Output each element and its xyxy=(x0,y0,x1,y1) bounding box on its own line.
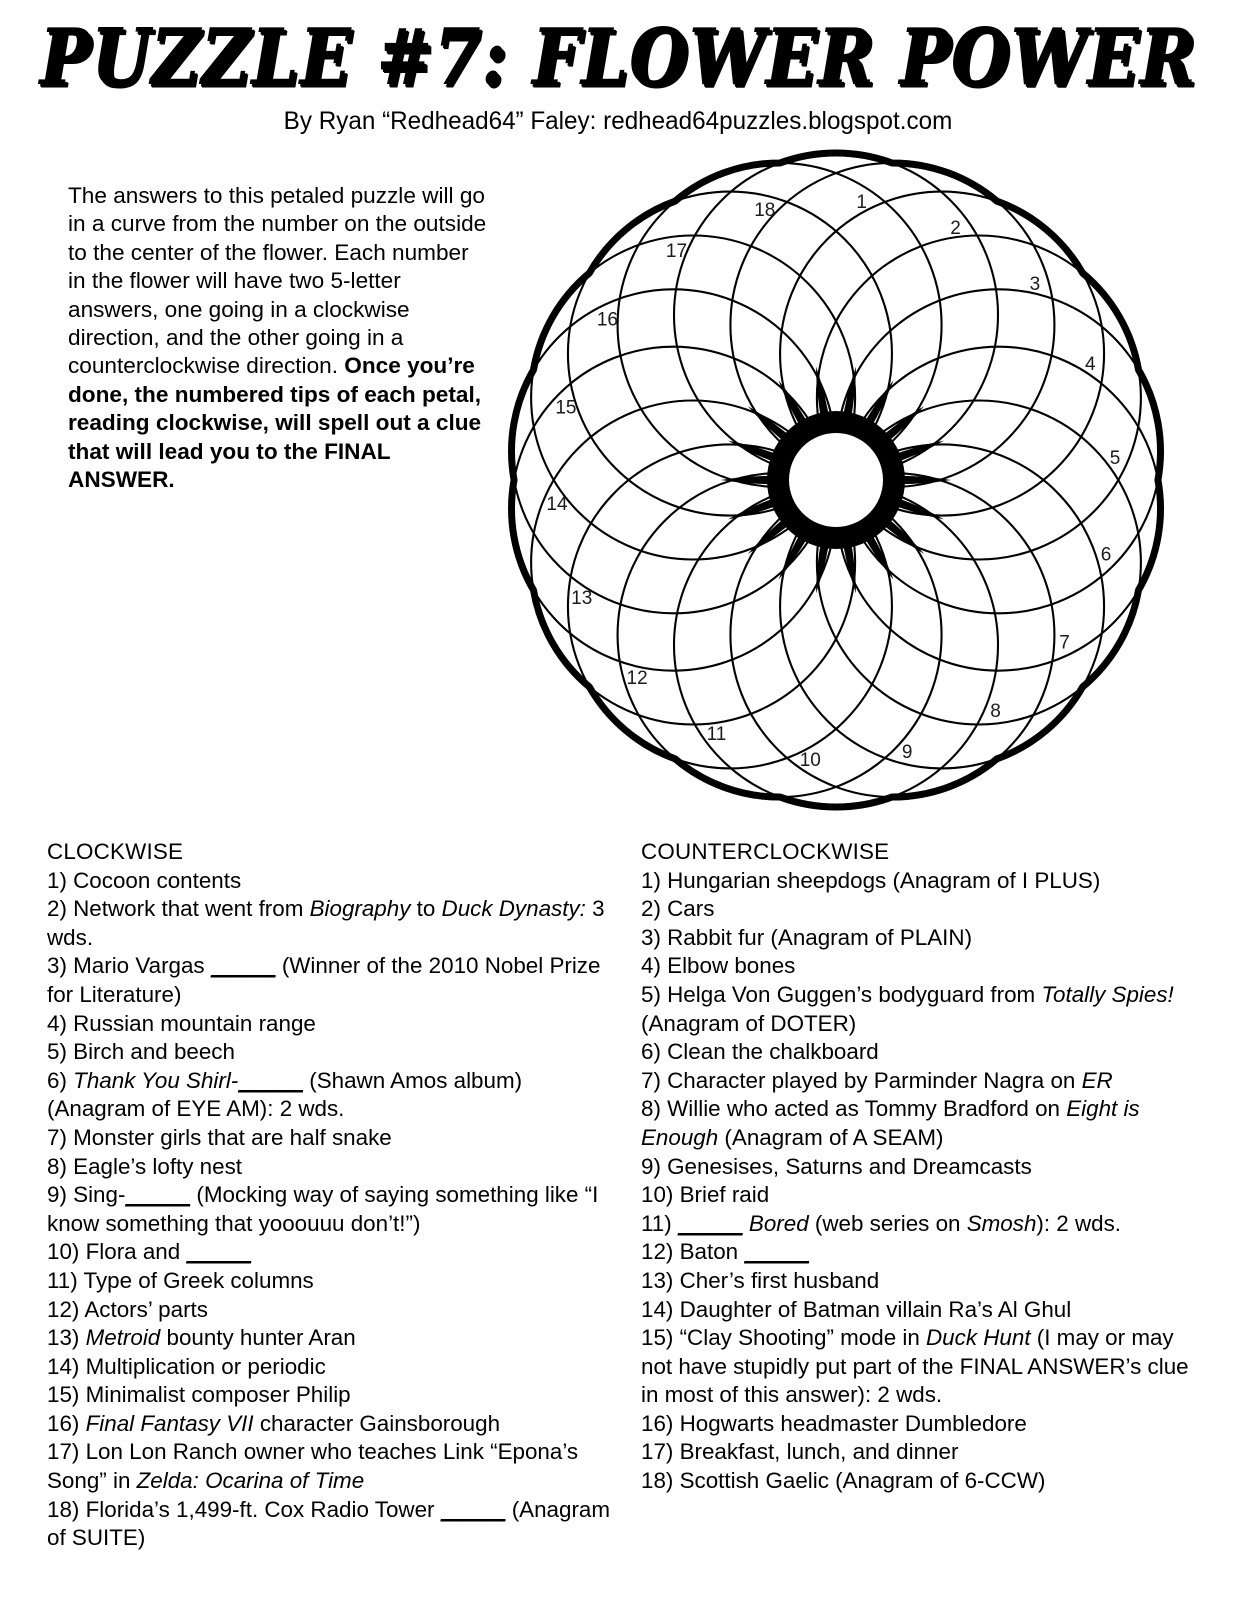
clue-number: 13) xyxy=(641,1267,680,1293)
clue-blank: _____ xyxy=(186,1239,252,1265)
clue-text: Florida’s 1,499-ft. Cox Radio Tower xyxy=(85,1496,441,1522)
clue-text: Biography xyxy=(309,896,411,922)
petal-number: 9 xyxy=(901,741,913,763)
clue-number: 2) xyxy=(47,896,74,922)
clue-text: Smosh xyxy=(966,1210,1037,1236)
clue-text: Thank You Shirl- xyxy=(73,1067,239,1093)
clue-number: 16) xyxy=(47,1410,86,1436)
clue-text: Monster girls that are half snake xyxy=(73,1124,392,1150)
clue-number: 9) xyxy=(641,1153,668,1179)
flower-grid-diagram xyxy=(490,140,1180,820)
clue-text: Scottish Gaelic (Anagram of 6-CCW) xyxy=(679,1468,1046,1494)
clue-number: 11) xyxy=(47,1267,84,1293)
clue-item xyxy=(641,924,1201,953)
petal-number: 11 xyxy=(706,724,727,746)
clue-item xyxy=(47,1124,617,1153)
clue-text: Type of Greek columns xyxy=(83,1267,314,1293)
clue-item xyxy=(641,1181,1201,1210)
clue-text: Helga Von Guggen’s bodyguard from xyxy=(667,981,1042,1007)
clue-text: (Anagram of SUITE) xyxy=(47,1496,610,1551)
clue-number: 18) xyxy=(47,1496,86,1522)
clue-item xyxy=(641,1410,1201,1439)
petal-number: 17 xyxy=(665,240,688,262)
clue-text: 3 wds. xyxy=(47,896,605,950)
clue-text: Russian mountain range xyxy=(73,1010,316,1036)
clue-text: Eagle’s lofty nest xyxy=(73,1153,242,1179)
clue-text: Final Fantasy VII xyxy=(85,1410,254,1436)
clue-text: Sing- xyxy=(73,1182,126,1208)
clue-item xyxy=(641,1153,1201,1182)
clue-blank: _____ xyxy=(744,1239,810,1265)
clue-item xyxy=(641,1296,1201,1325)
clue-item xyxy=(641,1324,1201,1410)
clue-item xyxy=(641,1067,1201,1096)
clue-item xyxy=(47,1010,617,1039)
instructions-emphasis-text: Once you’re done, the numbered tips of each petal, reading clockwise, will spell out a clue that will lead you to the FINAL ANSWER. xyxy=(68,353,482,493)
clue-number: 10) xyxy=(47,1239,86,1265)
clue-text: Minimalist composer Philip xyxy=(85,1382,351,1408)
clue-text: ER xyxy=(1081,1067,1113,1093)
clue-number: 6) xyxy=(47,1067,74,1093)
clue-text: Clean the chalkboard xyxy=(667,1039,879,1065)
clue-item xyxy=(47,1381,617,1410)
petal-number: 5 xyxy=(1109,447,1121,469)
clue-text: (Anagram of A SEAM) xyxy=(718,1124,944,1150)
petal-number: 12 xyxy=(626,668,648,690)
clue-text: Duck Hunt xyxy=(926,1325,1031,1351)
clue-text: Rabbit fur (Anagram of PLAIN) xyxy=(667,924,973,950)
clue-number: 9) xyxy=(47,1182,74,1208)
clue-text: character Gainsborough xyxy=(253,1410,501,1436)
page-header xyxy=(0,0,1236,136)
clue-item xyxy=(47,1067,617,1124)
clue-text: Cocoon contents xyxy=(73,867,242,893)
petal-number: 10 xyxy=(799,749,821,771)
clue-text: (web series on xyxy=(808,1210,967,1236)
counterclockwise-heading: COUNTERCLOCKWISE xyxy=(641,839,890,864)
clue-text: Willie who acted as Tommy Bradford on xyxy=(667,1096,1067,1122)
clue-text: bounty hunter Aran xyxy=(160,1325,356,1351)
clue-text: (I may or may not have stupidly put part of the FINAL ANSWER’s clue in most of this answer): 2 wds. xyxy=(641,1325,1189,1408)
counterclockwise-clue-column xyxy=(641,838,1201,1496)
petal-number: 6 xyxy=(1100,544,1112,566)
clue-number: 8) xyxy=(47,1153,74,1179)
clue-text: Network that went from xyxy=(73,896,310,922)
clue-text: Cars xyxy=(667,896,715,922)
clue-text: Daughter of Batman villain Ra’s Al Ghul xyxy=(679,1296,1072,1322)
clue-item xyxy=(47,1496,617,1553)
clue-item xyxy=(47,1438,617,1495)
petal-number: 4 xyxy=(1085,353,1096,375)
clue-item xyxy=(47,952,617,1009)
clue-item xyxy=(47,867,617,896)
petal-number: 7 xyxy=(1059,632,1070,654)
clockwise-heading: CLOCKWISE xyxy=(47,839,184,864)
clue-number: 4) xyxy=(641,953,668,979)
clue-text: Metroid xyxy=(85,1325,161,1351)
clue-text: Flora and xyxy=(85,1239,187,1265)
clue-item xyxy=(47,1238,617,1267)
petal-number: 18 xyxy=(754,200,776,222)
clue-blank: _____ xyxy=(677,1210,743,1236)
clue-text: (Winner of the 2010 Nobel Prize for Literature) xyxy=(47,953,601,1007)
clue-text: Multiplication or periodic xyxy=(85,1353,326,1379)
clue-number: 17) xyxy=(47,1439,86,1465)
clue-item xyxy=(47,1324,617,1353)
clue-blank: _____ xyxy=(238,1067,304,1093)
clue-text: Birch and beech xyxy=(73,1039,235,1065)
clue-item xyxy=(47,1353,617,1382)
clue-number: 1) xyxy=(47,867,74,893)
clue-number: 13) xyxy=(47,1325,86,1351)
clue-text: Zelda: Ocarina of Time xyxy=(136,1468,365,1494)
clue-number: 15) xyxy=(47,1382,86,1408)
clue-number: 7) xyxy=(47,1124,74,1150)
clue-item xyxy=(641,1038,1201,1067)
clue-number: 3) xyxy=(47,953,74,979)
clue-text: Totally Spies! xyxy=(1041,981,1174,1007)
clue-number: 4) xyxy=(47,1010,74,1036)
clue-item xyxy=(47,1410,617,1439)
clue-number: 2) xyxy=(641,896,668,922)
clue-text: Hogwarts headmaster Dumbledore xyxy=(679,1410,1027,1436)
clue-text: Character played by Parminder Nagra on xyxy=(667,1067,1082,1093)
clue-text: Mario Vargas xyxy=(73,953,211,979)
clue-number: 8) xyxy=(641,1096,668,1122)
clue-number: 11) xyxy=(641,1210,678,1236)
clue-blank: _____ xyxy=(440,1496,506,1522)
clue-text: ): 2 wds. xyxy=(1036,1210,1122,1236)
clue-text: to xyxy=(410,896,442,922)
clue-text: (Mocking way of saying something like “I know something that yooouuu don’t!”) xyxy=(47,1182,599,1236)
clue-text: Elbow bones xyxy=(667,953,796,979)
counterclockwise-clue-list xyxy=(641,867,1201,1496)
clue-text: Duck Dynasty: xyxy=(441,896,586,922)
clue-number: 1) xyxy=(641,867,668,893)
clue-number: 15) xyxy=(641,1325,680,1351)
clue-number: 12) xyxy=(47,1296,85,1322)
clue-number: 7) xyxy=(641,1067,668,1093)
clue-item xyxy=(641,1095,1201,1152)
clue-text: Hungarian sheepdogs (Anagram of I PLUS) xyxy=(667,867,1101,893)
clue-item xyxy=(641,1267,1201,1296)
byline: By Ryan “Redhead64” Faley: redhead64puzzles.blogspot.com xyxy=(283,107,953,136)
clue-text: (Shawn Amos album) (Anagram of EYE AM): 2 wds. xyxy=(47,1067,523,1122)
clue-text: “Clay Shooting” mode in xyxy=(679,1325,927,1351)
petal-number: 1 xyxy=(856,192,867,214)
clue-item xyxy=(47,1267,617,1296)
instructions-plain-text: The answers to this petaled puzzle will go in a curve from the number on the outside to the center of the flower. Each number in the flower will have two 5-letter answers, one going in a clockwise direction, and the other going in a counterclockwise direction. xyxy=(68,183,487,379)
clue-text: Cher’s first husband xyxy=(679,1267,880,1293)
page-title: PUZZLE #7: FLOWER POWER xyxy=(39,10,1197,103)
clue-number: 5) xyxy=(641,981,668,1007)
petal-number: 8 xyxy=(990,701,1001,723)
flower-svg xyxy=(490,140,1180,820)
clue-item xyxy=(641,1210,1201,1239)
clue-text: Baton xyxy=(679,1239,745,1265)
clue-item xyxy=(641,895,1201,924)
clue-item xyxy=(641,1467,1201,1496)
clue-lists xyxy=(0,838,1236,1598)
clue-number: 14) xyxy=(641,1296,680,1322)
clue-blank: _____ xyxy=(210,953,276,979)
center-circle xyxy=(789,433,883,527)
clue-item xyxy=(641,1238,1201,1267)
petal-number: 3 xyxy=(1029,273,1041,295)
clue-text: Eight is Enough xyxy=(641,1096,1140,1150)
instructions-block xyxy=(68,182,488,494)
clue-text: (Anagram of DOTER) xyxy=(641,1010,857,1036)
clue-item xyxy=(641,867,1201,896)
clue-item xyxy=(47,1038,617,1067)
clue-item xyxy=(641,981,1201,1038)
clue-number: 3) xyxy=(641,924,668,950)
clue-number: 16) xyxy=(641,1410,680,1436)
clue-text: Bored xyxy=(748,1210,809,1236)
clue-item xyxy=(641,1438,1201,1467)
clue-item xyxy=(47,895,617,952)
petal-number: 14 xyxy=(546,494,568,516)
clue-text: Lon Lon Ranch owner who teaches Link “Epona’s Song” in xyxy=(47,1439,579,1494)
clue-blank: _____ xyxy=(125,1182,191,1208)
clue-number: 18) xyxy=(641,1468,680,1494)
clue-item xyxy=(641,952,1201,981)
clue-text: Breakfast, lunch, and dinner xyxy=(679,1439,959,1465)
clue-item xyxy=(47,1181,617,1238)
clue-item xyxy=(47,1153,617,1182)
clue-text: Actors’ parts xyxy=(84,1296,208,1322)
petal-number: 2 xyxy=(950,217,961,239)
clue-number: 14) xyxy=(47,1353,86,1379)
clue-item xyxy=(47,1296,617,1325)
petal-number: 15 xyxy=(555,397,577,419)
petal-number: 13 xyxy=(571,588,593,610)
clue-text: Brief raid xyxy=(679,1182,770,1208)
clockwise-clue-list xyxy=(47,867,617,1553)
clue-number: 17) xyxy=(641,1439,680,1465)
clue-number: 12) xyxy=(641,1239,680,1265)
clue-number: 5) xyxy=(47,1039,74,1065)
clockwise-clue-column xyxy=(47,838,617,1553)
clue-number: 10) xyxy=(641,1182,680,1208)
clue-text: Genesises, Saturns and Dreamcasts xyxy=(667,1153,1032,1179)
petal-number: 16 xyxy=(596,309,618,331)
clue-number: 6) xyxy=(641,1039,668,1065)
